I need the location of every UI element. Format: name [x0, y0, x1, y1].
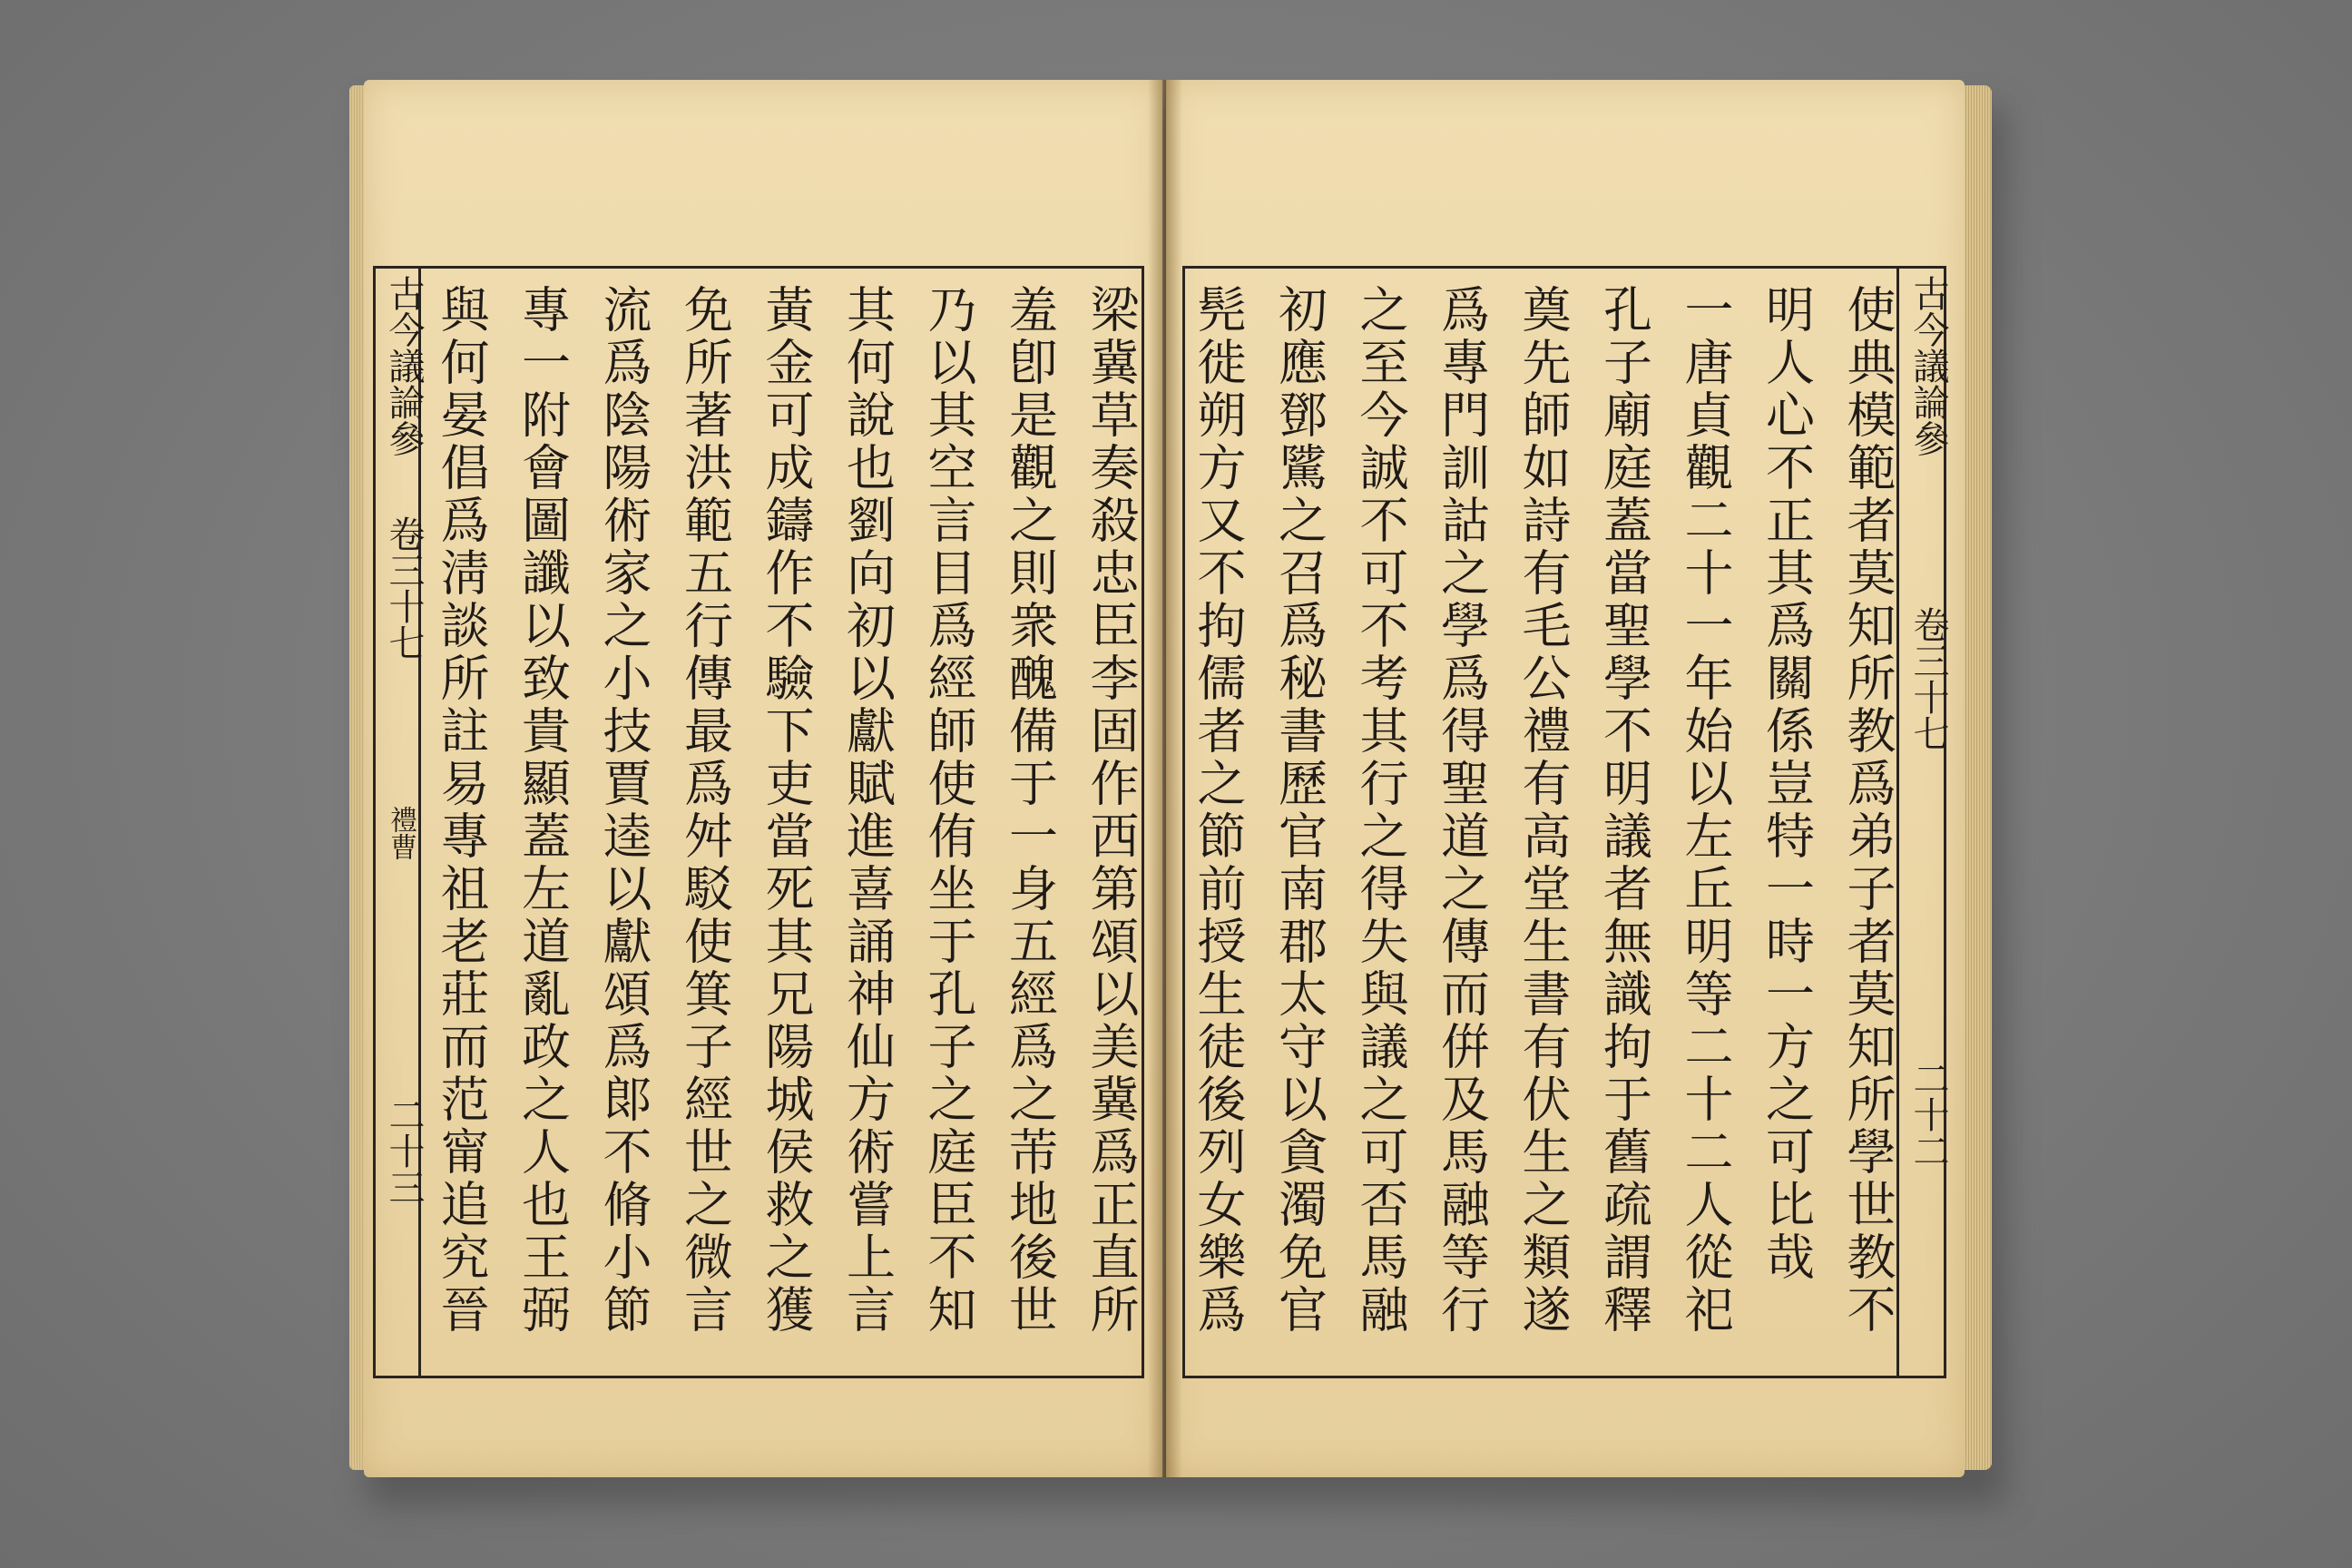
left-column-5: 黃金可成鑄作不驗下吏當死其兄陽城侯救之獲	[758, 284, 815, 1337]
left-column-2: 羞卽是觀之則衆醜備于一身五經爲之芾地後世	[1001, 284, 1059, 1337]
left-margin-title: 古今議論參	[383, 275, 425, 456]
left-column-6: 免所著洪範五行傳最爲舛駁使箕子經世之微言	[676, 284, 734, 1337]
right-margin-page-number: 二十二	[1907, 1060, 1949, 1169]
right-margin-title: 古今議論參	[1907, 275, 1949, 456]
right-page	[1166, 80, 1965, 1477]
right-page-edges	[1961, 85, 1992, 1470]
right-text-columns	[1190, 284, 1896, 1368]
left-column-7: 流爲陰陽術家之小技賈逵以獻頌爲郞不脩小節	[595, 284, 652, 1337]
left-page	[364, 80, 1162, 1477]
left-text-columns	[433, 284, 1140, 1368]
right-column-5: 奠先師如詩有毛公禮有高堂生書有伏生之類遂	[1514, 284, 1572, 1337]
left-margin-chapter: 卷三十七	[383, 515, 425, 661]
book-gutter	[1148, 80, 1182, 1477]
left-column-9: 與何晏倡爲淸談所註易專祖老莊而范甯追究晉	[433, 284, 490, 1337]
left-column-8: 專一附會圖讖以致貴顯蓋左道亂政之人也王弼	[514, 284, 572, 1337]
left-margin-page-number: 二十三	[383, 1096, 425, 1205]
open-book	[349, 80, 2005, 1495]
right-column-4: 孔子廟庭蓋當聖學不明議者無識拘于舊疏謂釋	[1595, 284, 1653, 1337]
right-column-7: 之至今誠不可不考其行之得失與議之可否馬融	[1352, 284, 1409, 1337]
right-column-9: 髡徙朔方又不拘儒者之節前授生徒後列女樂爲	[1190, 284, 1247, 1337]
left-column-3: 乃以其空言目爲經師使侑坐于孔子之庭臣不知	[920, 284, 977, 1337]
right-column-8: 初應鄧騭之召爲秘書歷官南郡太守以貪濁免官	[1270, 284, 1328, 1337]
right-margin-chapter: 卷三十七	[1907, 606, 1949, 751]
right-column-6: 爲專門訓詁之學爲得聖道之傳而倂及馬融等行	[1433, 284, 1491, 1337]
left-margin-section: 禮曹	[385, 806, 416, 860]
right-column-1: 使典模範者莫知所教爲弟子者莫知所學世教不	[1839, 284, 1896, 1337]
left-column-1: 梁冀草奏殺忠臣李固作西第頌以美冀爲正直所	[1083, 284, 1140, 1337]
left-column-4: 其何說也劉向初以獻賦進喜誦神仙方術嘗上言	[838, 284, 897, 1337]
right-column-3: 一唐貞觀二十一年始以左丘明等二十二人從祀	[1677, 284, 1734, 1337]
right-column-2: 明人心不正其爲關係豈特一時一方之可比哉	[1758, 284, 1816, 1284]
